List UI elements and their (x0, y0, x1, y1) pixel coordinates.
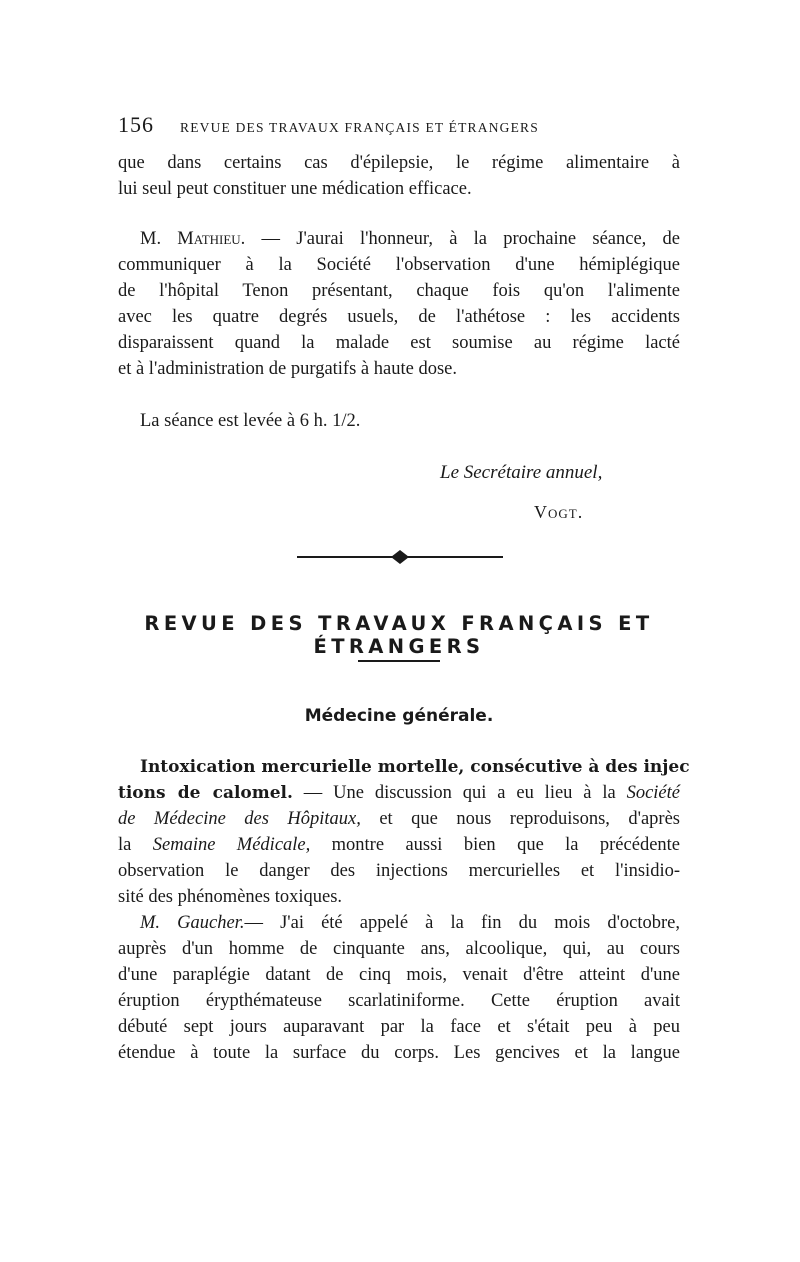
paragraph-gaucher (118, 910, 680, 1066)
closing-line (118, 408, 680, 434)
text-line: d'une paraplégie datant de cinq mois, venait d'être atteint d'une (118, 965, 680, 985)
paragraph-epilepsy (118, 150, 680, 202)
text-line: de l'hôpital Tenon présentant, chaque fois qu'on l'alimente (118, 281, 680, 301)
text-line: La séance est levée à 6 h. 1/2. (140, 411, 361, 431)
section-title: REVUE DES TRAVAUX FRANÇAIS ET ÉTRANGERS (144, 612, 654, 658)
text-fragment: — Une discussion qui a eu lieu à la (292, 783, 627, 803)
page-header (118, 112, 678, 142)
text-line: éruption érypthémateuse scarlatiniforme. Cette éruption avait (118, 991, 680, 1011)
page-number: 156 (118, 112, 154, 137)
text-line: avec les quatre degrés usuels, de l'athétose : les accidents (118, 307, 680, 327)
running-head: REVUE DES TRAVAUX FRANÇAIS ET ÉTRANGERS (180, 120, 539, 135)
text-line (118, 832, 680, 858)
speaker-name: M. Gaucher. (140, 913, 245, 933)
article-title: Intoxication mercurielle mortelle, consécutive à des injec (140, 757, 690, 777)
text-line: débuté sept jours auparavant par la face et s'était peu à peu (118, 1017, 680, 1037)
text-line: et à l'administration de purgatifs à haute dose. (118, 359, 457, 379)
text-fragment: — J'aurai l'honneur, à la prochaine séance, de (245, 229, 680, 249)
speaker-name: M. Mathieu. (140, 229, 246, 249)
text-fragment: la (118, 835, 153, 855)
text-line (118, 226, 680, 252)
article-intro (118, 754, 690, 910)
subsection-title: Médecine générale. (304, 706, 494, 726)
divider (358, 660, 440, 662)
text-line (118, 754, 690, 780)
ornamental-rule-icon (297, 546, 503, 568)
text-line: que dans certains cas d'épilepsie, le régime alimentaire à (118, 153, 680, 173)
italic-fragment: Semaine Médicale, (152, 835, 311, 855)
italic-fragment: Société (626, 783, 680, 803)
text-line (118, 806, 680, 832)
signature-name: Vogt. (534, 502, 584, 522)
paragraph-mathieu (118, 226, 680, 382)
article-title-cont: tions de calomel. (118, 783, 293, 803)
text-line: étendue à toute la surface du corps. Les gencives et la langue (118, 1043, 680, 1063)
text-fragment: et que nous reproduisons, d'après (360, 809, 680, 829)
signature-title: Le Secrétaire annuel, (440, 462, 603, 483)
text-line: communiquer à la Société l'observation d'une hémiplégique (118, 255, 680, 275)
text-line (118, 910, 680, 936)
text-line: disparaissent quand la malade est soumise au régime lacté (118, 333, 680, 353)
text-line: sité des phénomènes toxiques. (118, 887, 343, 907)
text-line (118, 780, 680, 806)
text-fragment: montre aussi bien que la précédente (310, 835, 681, 855)
italic-fragment: de Médecine des Hôpitaux, (118, 809, 361, 829)
text-line: observation le danger des injections mercurielles et l'insidio- (118, 861, 680, 881)
text-line: lui seul peut constituer une médication efficace. (118, 179, 472, 199)
text-fragment: — J'ai été appelé à la fin du mois d'octobre, (244, 913, 681, 933)
text-line: auprès d'un homme de cinquante ans, alcoolique, qui, au cours (118, 939, 680, 959)
